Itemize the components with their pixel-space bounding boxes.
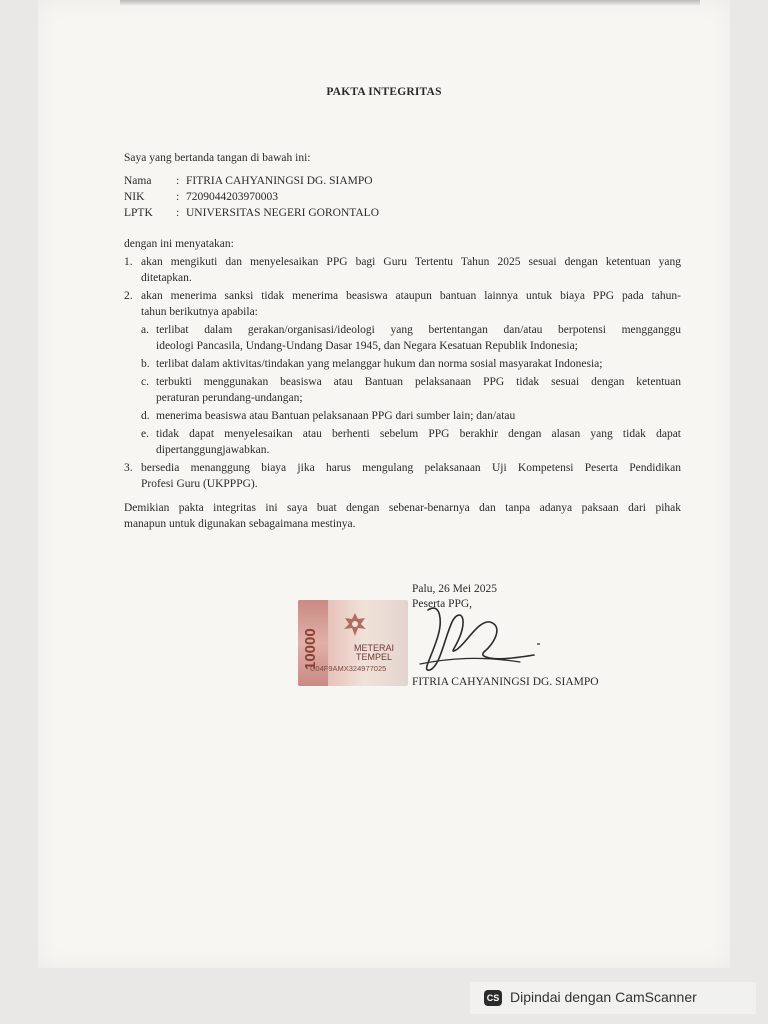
item-number: 1. [124, 256, 133, 268]
declaration-intro: dengan ini menyatakan: [124, 238, 234, 250]
item-3-line-1: bersedia menanggung biaya jika harus mengulang pelaksanaan Uji Kompetensi Peserta Pendidikan [141, 462, 681, 474]
item-2-line-2: tahun berikutnya apabila: [141, 306, 258, 318]
handwritten-signature [400, 600, 550, 680]
item-2-line-1: akan menerima sanksi tidak menerima beasiswa ataupun bantuan lainnya untuk biaya PPG pada tahun- [141, 290, 681, 302]
sub-c-line-1: terbukti menggunakan beasiswa atau Bantuan pelaksanaan PPG tidak sesuai dengan ketentuan [156, 376, 681, 388]
identity-value: 7209044203970003 [186, 191, 278, 203]
item-3-line-2: Profesi Guru (UKPPPG). [141, 478, 258, 490]
sub-letter: b. [141, 358, 150, 370]
scan-shadow [120, 0, 700, 6]
closing-line-1: Demikian pakta integritas ini saya buat dengan sebenar-benarnya dan tanpa adanya paksaan dari pihak [124, 502, 681, 514]
stamp-line-2: TEMPEL [356, 652, 393, 662]
item-1-line-2: ditetapkan. [141, 272, 192, 284]
place-date: Palu, 26 Mei 2025 [412, 583, 497, 595]
sub-letter: e. [141, 428, 149, 440]
sub-letter: a. [141, 324, 149, 336]
identity-sep: : [176, 207, 180, 219]
identity-row-lptk [124, 207, 379, 219]
camscanner-label: Dipindai dengan CamScanner [510, 989, 697, 1005]
garuda-emblem-icon [340, 610, 370, 640]
item-number: 2. [124, 290, 133, 302]
identity-sep: : [176, 175, 180, 187]
signer-role: Peserta PPG, [412, 598, 473, 610]
sub-b-line-1: terlibat dalam aktivitas/tindakan yang melanggar hukum dan norma sosial masyarakat Indonesia; [156, 358, 603, 370]
sub-c-line-2: peraturan perundang-undangan; [156, 392, 303, 404]
item-number: 3. [124, 462, 133, 474]
identity-value: UNIVERSITAS NEGERI GORONTALO [186, 207, 380, 219]
sub-d-line-1: menerima beasiswa atau Bantuan pelaksanaan PPG dari sumber lain; dan/atau [156, 410, 516, 422]
stamp-line-1: METERAI [354, 643, 395, 653]
identity-value: FITRIA CAHYANINGSI DG. SIAMPO [186, 175, 373, 187]
stamp-serial: C04F9AMX324977025 [310, 664, 387, 673]
document-title: PAKTA INTEGRITAS [326, 86, 442, 98]
stamp-value: 10000 [302, 628, 319, 670]
sub-letter: d. [141, 410, 150, 422]
identity-sep: : [176, 191, 180, 203]
camscanner-watermark [470, 982, 756, 1014]
identity-label: NIK [124, 191, 145, 203]
stamp-text [354, 644, 394, 662]
item-1-line-1: akan mengikuti dan menyelesaikan PPG bagi Guru Tertentu Tahun 2025 sesuai dengan ketentuan yang [141, 256, 681, 268]
identity-label: Nama [124, 175, 152, 187]
closing-line-2: manapun untuk digunakan sebagaimana mestinya. [124, 518, 356, 530]
sub-e-line-1: tidak dapat menyelesaikan atau berhenti sebelum PPG berakhir dengan alasan yang tidak dapat [156, 428, 681, 440]
sub-a-line-1: terlibat dalam gerakan/organisasi/ideologi yang bertentangan dan/atau berpotensi mengganggu [156, 324, 681, 336]
identity-row-nik [124, 191, 278, 203]
sub-a-line-2: ideologi Pancasila, Undang-Undang Dasar 1945, dan Negara Kesatuan Republik Indonesia; [156, 340, 578, 352]
identity-row-name [124, 175, 373, 187]
signer-name: FITRIA CAHYANINGSI DG. SIAMPO [412, 676, 599, 688]
sub-letter: c. [141, 376, 149, 388]
camscanner-logo-icon: CS [484, 990, 502, 1006]
identity-label: LPTK [124, 207, 153, 219]
intro-text: Saya yang bertanda tangan di bawah ini: [124, 152, 311, 164]
sub-e-line-2: dipertanggungjawabkan. [156, 444, 270, 456]
meterai-stamp [298, 600, 408, 686]
